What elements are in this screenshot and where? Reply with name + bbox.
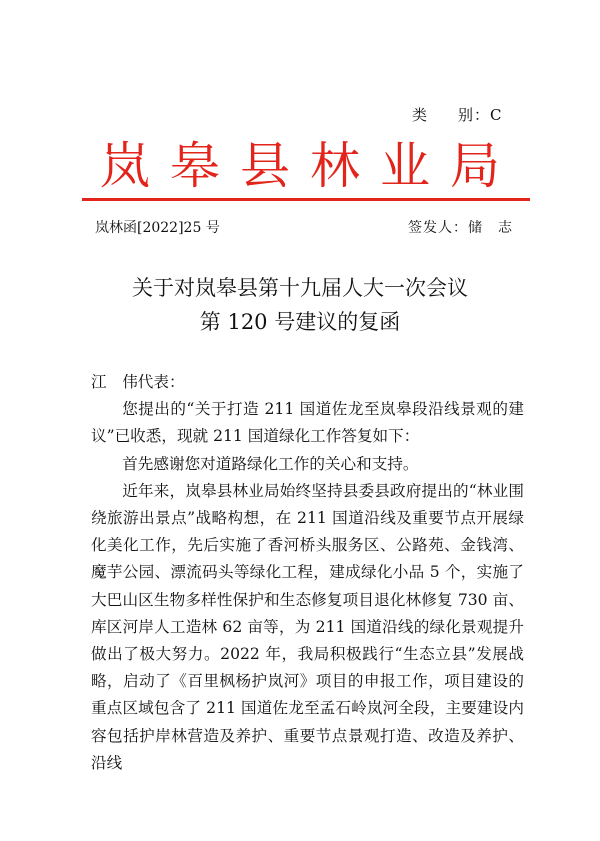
subject-line-1: 关于对岚皋县第十九届人大一次会议 — [132, 276, 468, 300]
document-body — [91, 369, 524, 777]
body-paragraph-3: 近年来，岚皋县林业局始终坚持县委县政府提出的“林业围绕旅游出景点”战略构想，在 211 国道沿线及重要节点开展绿化美化工作，先后实施了香河桥头服务区、公路苑、金钱湾、魔芋公园、漂流码头等绿化工程，建成绿化小品 5 个，实施了大巴山区生物多样性保护和生态修复项目退化林修复 730 亩、库区河岸人工造林 62 亩等，为 211 国道沿线的绿化景观提升做出了极大努力。2022 年，我局积极践行“生态立县”发展战略，启动了《百里枫杨护岚河》项目的申报工作，项目建设的重点区域包含了 211 国道佐龙至孟石岭岚河全段，主要建设内容包括护岸林营造及养护、重要节点景观打造、改造及养护、沿线 — [91, 481, 524, 772]
document-subject — [0, 271, 600, 339]
salutation: 江 伟代表： — [91, 373, 185, 391]
document-number: 岚林函[2022]25 号 — [95, 220, 220, 236]
issuing-organization-title: 岚皋县林业局 — [100, 137, 520, 195]
issuer-signature-line: 签发人：储 志 — [408, 220, 513, 236]
red-header-divider — [82, 198, 530, 201]
category-label: 类 — [412, 106, 429, 124]
body-paragraph-1: 您提出的“关于打造 211 国道佐龙至岚皋段沿线景观的建议”已收悉，现就 211 国道绿化工作答复如下： — [91, 400, 524, 446]
document-category — [412, 104, 503, 125]
subject-line-2: 第 120 号建议的复函 — [199, 310, 401, 334]
category-value: 别：C — [458, 106, 503, 124]
body-paragraph-2: 首先感谢您对道路绿化工作的关心和支持。 — [122, 454, 419, 473]
